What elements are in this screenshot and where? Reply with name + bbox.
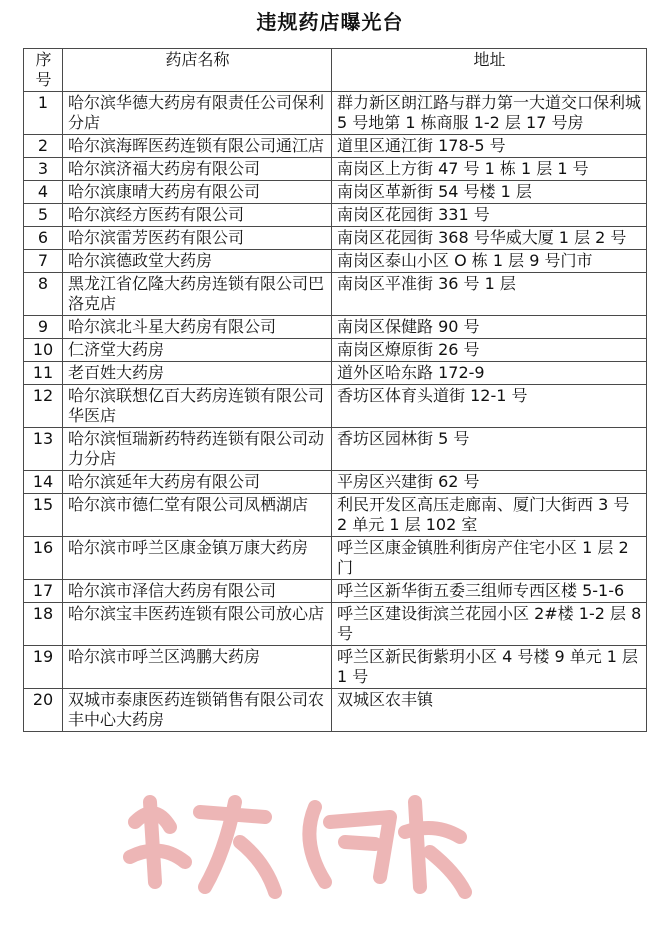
header-name: 药店名称 [63, 49, 332, 92]
table-row [24, 273, 647, 316]
row-pharmacy-name: 哈尔滨市泽信大药房有限公司 [63, 580, 332, 603]
table-row [24, 471, 647, 494]
row-pharmacy-name: 哈尔滨康晴大药房有限公司 [63, 181, 332, 204]
row-pharmacy-name: 哈尔滨经方医药有限公司 [63, 204, 332, 227]
row-index: 10 [24, 339, 63, 362]
row-index: 19 [24, 646, 63, 689]
row-address: 南岗区保健路 90 号 [332, 316, 647, 339]
row-address: 呼兰区新华街五委三组师专西区楼 5-1-6 [332, 580, 647, 603]
row-index: 17 [24, 580, 63, 603]
row-address: 平房区兴建街 62 号 [332, 471, 647, 494]
table-row [24, 646, 647, 689]
row-index: 9 [24, 316, 63, 339]
row-address: 南岗区上方街 47 号 1 栋 1 层 1 号 [332, 158, 647, 181]
row-pharmacy-name: 哈尔滨市呼兰区鸿鹏大药房 [63, 646, 332, 689]
table-row [24, 135, 647, 158]
table-row [24, 428, 647, 471]
table-row [24, 603, 647, 646]
row-index: 7 [24, 250, 63, 273]
row-address: 香坊区园林街 5 号 [332, 428, 647, 471]
row-address: 南岗区花园街 331 号 [332, 204, 647, 227]
row-index: 11 [24, 362, 63, 385]
table-row [24, 250, 647, 273]
header-address: 地址 [332, 49, 647, 92]
row-address: 南岗区花园街 368 号华威大厦 1 层 2 号 [332, 227, 647, 250]
row-address: 呼兰区康金镇胜利街房产住宅小区 1 层 2 门 [332, 537, 647, 580]
row-index: 13 [24, 428, 63, 471]
newspaper-watermark-logo [115, 782, 475, 902]
row-address: 群力新区朗江路与群力第一大道交口保利城 5 号地第 1 栋商服 1-2 层 17 号房 [332, 92, 647, 135]
row-pharmacy-name: 黑龙江省亿隆大药房连锁有限公司巴洛克店 [63, 273, 332, 316]
table-row [24, 339, 647, 362]
row-index: 6 [24, 227, 63, 250]
row-index: 5 [24, 204, 63, 227]
row-address: 香坊区体育头道街 12-1 号 [332, 385, 647, 428]
table-row [24, 158, 647, 181]
row-pharmacy-name: 哈尔滨雷芳医药有限公司 [63, 227, 332, 250]
row-pharmacy-name: 哈尔滨市德仁堂有限公司凤栖湖店 [63, 494, 332, 537]
table-body [24, 92, 647, 732]
row-address: 道外区哈东路 172-9 [332, 362, 647, 385]
row-pharmacy-name: 哈尔滨宝丰医药连锁有限公司放心店 [63, 603, 332, 646]
row-pharmacy-name: 哈尔滨华德大药房有限责任公司保利分店 [63, 92, 332, 135]
page-title: 违规药店曝光台 [256, 10, 404, 34]
header-index: 序号 [24, 49, 63, 92]
row-index: 20 [24, 689, 63, 732]
row-index: 4 [24, 181, 63, 204]
row-address: 利民开发区高压走廊南、厦门大街西 3 号 2 单元 1 层 102 室 [332, 494, 647, 537]
table-row [24, 362, 647, 385]
table-row [24, 316, 647, 339]
row-address: 南岗区平准街 36 号 1 层 [332, 273, 647, 316]
row-index: 15 [24, 494, 63, 537]
row-pharmacy-name: 哈尔滨恒瑞新药特药连锁有限公司动力分店 [63, 428, 332, 471]
row-index: 3 [24, 158, 63, 181]
row-address: 呼兰区新民街紫玥小区 4 号楼 9 单元 1 层 1 号 [332, 646, 647, 689]
row-index: 16 [24, 537, 63, 580]
row-index: 12 [24, 385, 63, 428]
row-index: 18 [24, 603, 63, 646]
row-pharmacy-name: 哈尔滨海晖医药连锁有限公司通江店 [63, 135, 332, 158]
table-row [24, 689, 647, 732]
row-pharmacy-name: 双城市泰康医药连锁销售有限公司农丰中心大药房 [63, 689, 332, 732]
row-address: 南岗区泰山小区 O 栋 1 层 9 号门市 [332, 250, 647, 273]
table-row [24, 181, 647, 204]
row-pharmacy-name: 老百姓大药房 [63, 362, 332, 385]
row-index: 8 [24, 273, 63, 316]
table-header-row [24, 49, 647, 92]
row-pharmacy-name: 哈尔滨北斗星大药房有限公司 [63, 316, 332, 339]
row-address: 南岗区燎原街 26 号 [332, 339, 647, 362]
table-row [24, 92, 647, 135]
row-pharmacy-name: 哈尔滨市呼兰区康金镇万康大药房 [63, 537, 332, 580]
row-index: 2 [24, 135, 63, 158]
table-row [24, 204, 647, 227]
row-pharmacy-name: 仁济堂大药房 [63, 339, 332, 362]
table-row [24, 385, 647, 428]
row-index: 14 [24, 471, 63, 494]
row-pharmacy-name: 哈尔滨延年大药房有限公司 [63, 471, 332, 494]
table-row [24, 227, 647, 250]
row-address: 道里区通江街 178-5 号 [332, 135, 647, 158]
row-index: 1 [24, 92, 63, 135]
violation-pharmacy-table [23, 48, 647, 732]
row-pharmacy-name: 哈尔滨联想亿百大药房连锁有限公司华医店 [63, 385, 332, 428]
row-pharmacy-name: 哈尔滨德政堂大药房 [63, 250, 332, 273]
row-address: 双城区农丰镇 [332, 689, 647, 732]
row-pharmacy-name: 哈尔滨济福大药房有限公司 [63, 158, 332, 181]
table-row [24, 580, 647, 603]
table-row [24, 537, 647, 580]
row-address: 南岗区革新街 54 号楼 1 层 [332, 181, 647, 204]
table-row [24, 494, 647, 537]
row-address: 呼兰区建设街滨兰花园小区 2#楼 1-2 层 8 号 [332, 603, 647, 646]
